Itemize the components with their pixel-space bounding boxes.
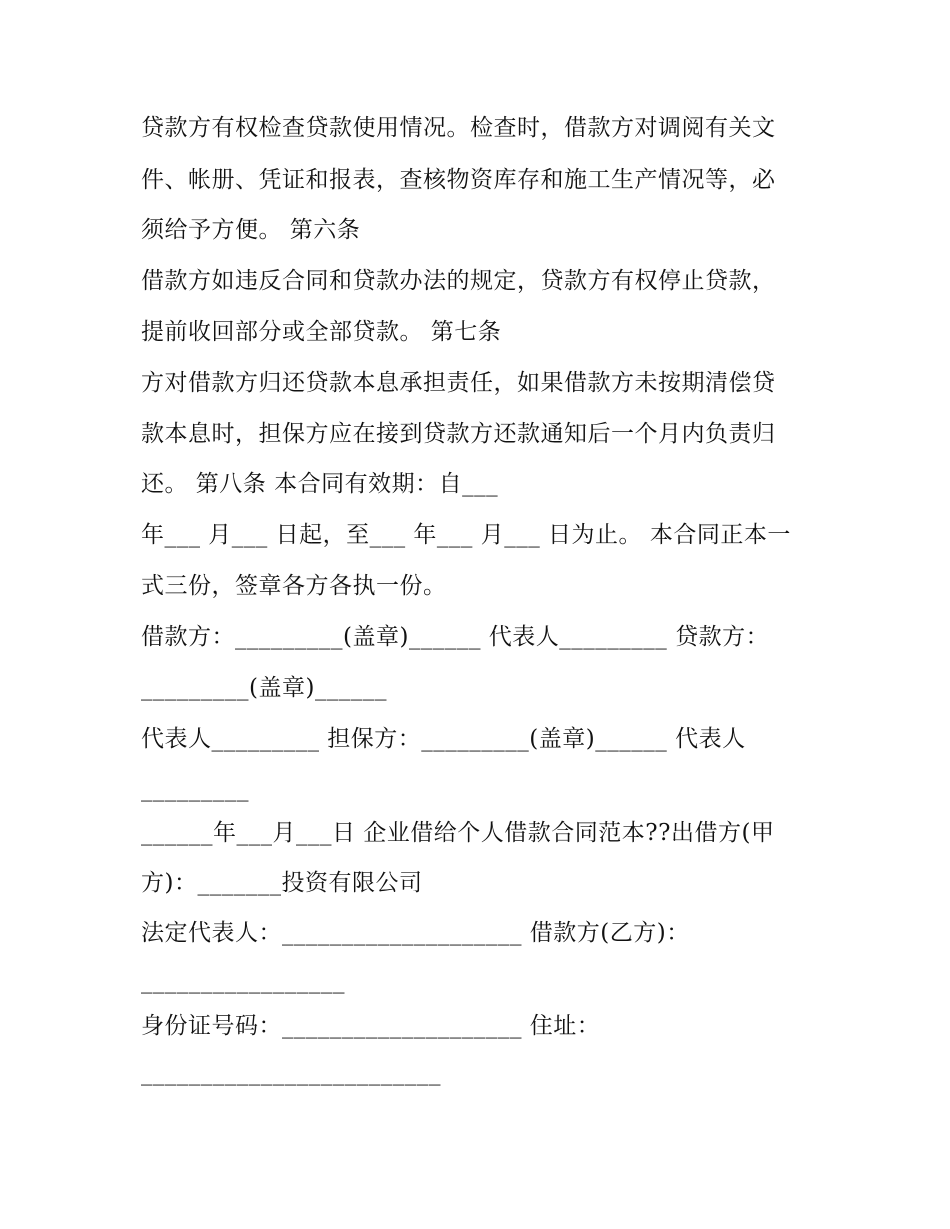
text-line-17: 法定代表人：____________________ 借款方(乙方)： [141,920,690,946]
text-line-10: 式三份，签章各方各执一份。 [141,573,447,599]
text-line-1: 贷款方有权检查贷款使用情况。检查时，借款方对调阅有关文 [141,115,776,141]
text-line-3: 须给予方便。 第六条 [141,217,361,243]
text-line-14: _________ [141,776,249,802]
text-line-8: 还。 第八条 本合同有效期：自___ [141,471,499,497]
text-line-19: 身份证号码：____________________ 住址： [141,1013,601,1039]
text-line-11: 借款方：_________(盖章)______ 代表人_________ 贷款方： [141,624,770,650]
text-line-6: 方对借款方归还贷款本息承担责任，如果借款方未按期清偿贷 [141,370,776,396]
text-line-9: 年___ 月___ 日起，至___ 年___ 月___ 日为止。 本合同正本一 [141,522,791,548]
text-line-5: 提前收回部分或全部贷款。 第七条 [141,319,502,345]
text-line-13: 代表人_________ 担保方：_________(盖章)______ 代表人 [141,726,746,752]
text-line-18: _________________ [141,968,345,994]
text-line-15: ______年___月___日 企业借给个人借款合同范本??出借方(甲 [141,820,775,846]
text-line-7: 款本息时，担保方应在接到贷款方还款通知后一个月内负责归 [141,421,776,447]
text-line-12: _________(盖章)______ [141,675,387,701]
text-line-16: 方)：_______投资有限公司 [141,870,423,896]
text-line-4: 借款方如违反合同和贷款办法的规定，贷款方有权停止贷款， [141,268,776,294]
text-line-2: 件、帐册、凭证和报表，查核物资库存和施工生产情况等，必 [141,167,776,193]
text-line-20: _________________________ [141,1060,441,1086]
